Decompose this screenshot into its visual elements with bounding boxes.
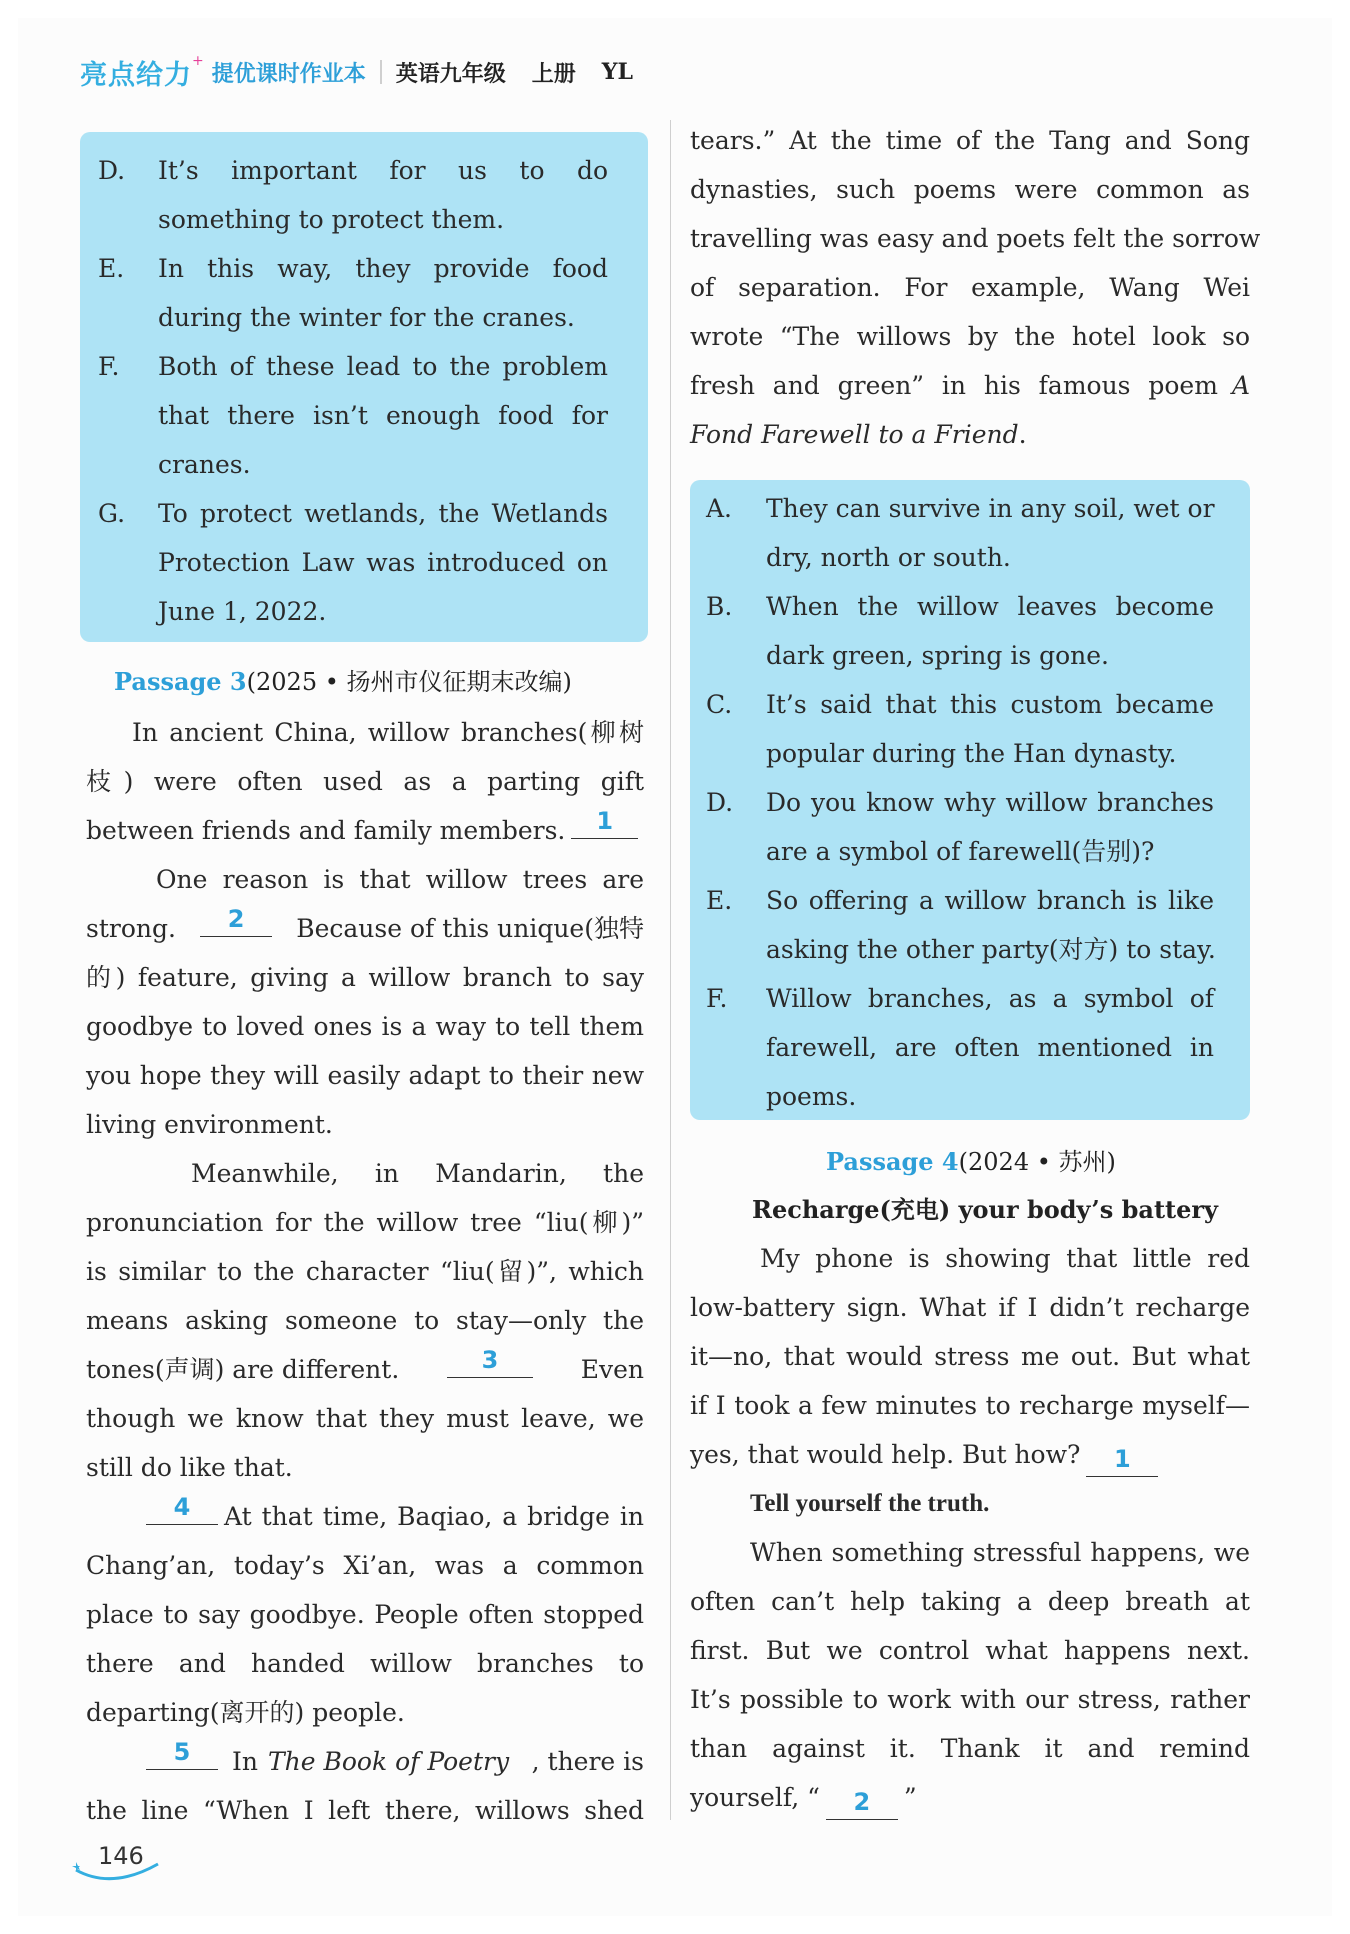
text-line: In [232,1747,258,1776]
text-line: , there is [531,1747,644,1776]
text-line: Even [580,1355,644,1384]
option-line: In this way, they provide food [158,254,608,283]
option-letter: G. [98,499,126,528]
text-line: the line “When I left there, willows shed [86,1796,644,1825]
text-line: of separation. For example, Wang Wei [690,273,1250,302]
option-letter: A. [706,494,733,523]
text-line: Meanwhile, in Mandarin, the [191,1159,644,1188]
option-line: Do you know why willow branches [766,788,1214,817]
text-line: between friends and family members. [86,816,566,845]
text-line: wrote “The willows by the hotel look so [690,322,1250,351]
text-line: than against it. Thank it and remind [690,1734,1250,1763]
option-item [706,876,1214,974]
text-line: still do like that. [86,1453,293,1482]
option-letter: B. [706,592,733,621]
option-item [98,489,608,636]
passage3-body-right [690,116,1261,459]
text-line: means asking someone to stay—only the [86,1306,644,1335]
option-line: are a symbol of farewell(告别)? [766,837,1155,866]
text-line: pronunciation for the willow tree “liu(柳)” [86,1208,644,1237]
option-line: It’s said that this custom became [766,690,1214,719]
option-line: It’s important for us to do [158,156,608,185]
text-line: It’s possible to work with our stress, rather [690,1685,1250,1714]
option-line: When the willow leaves become [766,592,1214,621]
option-line: farewell, are often mentioned in [766,1033,1214,1062]
passage3-body-left [86,708,644,1835]
text-line: My phone is showing that little red [760,1244,1250,1273]
page-header [80,52,633,92]
page-number: 146 [98,1842,144,1870]
text-line: 枝) were often used as a parting gift [86,767,644,796]
passage4-heading [826,1142,1116,1182]
option-line: To protect wetlands, the Wetlands [158,499,608,528]
option-letter: E. [706,886,733,915]
subject-label: 英语九年级 [395,61,506,87]
text-line: is similar to the character “liu(留)”, which [86,1257,644,1286]
passage3-title: Passage 3 [114,667,247,696]
text-line: . [1018,420,1027,449]
option-item [706,582,1214,680]
option-line: Willow branches, as a symbol of [766,984,1214,1013]
book-title: The Book of Poetry [267,1747,510,1776]
answer-blank-5[interactable]: 5 [146,1737,218,1770]
text-line: yourself, “ [690,1783,820,1812]
text-line: fresh and green” in his famous poem [690,371,1218,400]
text-line: first. But we control what happens next. [690,1636,1250,1665]
option-letter: C. [706,690,733,719]
option-letter: F. [98,352,120,381]
text-line: living environment. [86,1110,333,1139]
text-line: 的) feature, giving a willow branch to say [86,963,644,992]
text-line: departing(离开的) people. [86,1698,405,1727]
text-line: One reason is that willow trees are [156,865,644,894]
passage3-source: (2025 • 扬州市仪征期末改编) [246,668,572,696]
option-line: Protection Law was introduced on [158,548,608,577]
passage4-article-title: Recharge(充电) your body’s battery [752,1195,1218,1224]
answer-blank-p4-1[interactable]: 1 [1086,1444,1158,1477]
text-line: ” [903,1783,917,1812]
answer-blank-1[interactable]: 1 [571,806,638,839]
option-letter: E. [98,254,125,283]
text-line: When something stressful happens, we [750,1538,1250,1567]
text-line: goodbye to loved ones is a way to tell them [86,1012,644,1041]
text-line: place to say goodbye. People often stopped [86,1600,644,1629]
option-letter: D. [98,156,126,185]
text-line: tones(声调) are different. [86,1355,400,1384]
option-line: asking the other party(对方) to stay. [766,935,1216,964]
series-title: 提优课时作业本 [211,61,366,87]
edition-label: YL [601,59,633,85]
passage4-body [690,1234,1250,1822]
text-line: you hope they will easily adapt to their new [86,1061,644,1090]
text-line: though we know that they must leave, we [86,1404,644,1433]
option-item [706,484,1214,582]
option-line: June 1, 2022. [158,597,327,626]
option-letter: D. [706,788,734,817]
text-line: Because of this unique(独特 [296,914,644,943]
option-item [98,342,608,489]
text-line: there and handed willow branches to [86,1649,644,1678]
text-line: strong. [86,914,176,943]
option-item [706,778,1214,876]
text-line: often can’t help taking a deep breath at [690,1587,1250,1616]
text-line: low-battery sign. What if I didn’t recharge [690,1293,1250,1322]
text-line: In ancient China, willow branches(柳树 [132,718,644,747]
option-line: cranes. [158,450,251,479]
poem-title: Fond Farewell to a Friend [690,420,1019,449]
option-item [706,680,1214,778]
option-line: something to protect them. [158,205,505,234]
option-letter: F. [706,984,728,1013]
passage4-title: Passage 4 [826,1147,959,1176]
column-divider [670,120,671,1820]
option-line: dark green, spring is gone. [766,641,1109,670]
option-line: dry, north or south. [766,543,1011,572]
answer-blank-4[interactable]: 4 [146,1492,218,1525]
option-line: that there isn’t enough food for [158,401,608,430]
answer-blank-2[interactable]: 2 [200,904,272,937]
text-line: if I took a few minutes to recharge myself— [690,1391,1250,1420]
text-line: it—no, that would stress me out. But what [690,1342,1250,1371]
passage3-heading [114,662,572,702]
text-line: yes, that would help. But how? [690,1440,1081,1469]
text-line: travelling was easy and poets felt the sorrow [690,224,1261,253]
option-line: during the winter for the cranes. [158,303,575,332]
text-line: At that time, Baqiao, a bridge in [224,1502,644,1531]
text-line: dynasties, such poems were common as [690,175,1250,204]
answer-blank-3[interactable]: 3 [447,1345,533,1378]
option-line: popular during the Han dynasty. [766,739,1177,768]
option-line: poems. [766,1082,857,1111]
option-item [98,244,608,342]
answer-blank-p4-2[interactable]: 2 [826,1787,898,1820]
text-line: Chang’an, today’s Xi’an, was a common [86,1551,644,1580]
option-item [98,146,608,244]
text-line: tears.” At the time of the Tang and Song [690,126,1250,155]
option-item [706,974,1214,1121]
option-line: Both of these lead to the problem [158,352,608,381]
option-line: So offering a willow branch is like [766,886,1214,915]
volume-label: 上册 [531,61,576,87]
header-divider [380,60,382,84]
option-line: They can survive in any soil, wet or [766,494,1215,523]
poem-title-start: A [1231,371,1250,400]
subheading: Tell yourself the truth. [750,1490,990,1517]
brand-plus-mark: + [192,53,204,69]
passage4-source: (2024 • 苏州) [958,1148,1116,1176]
brand-logo: 亮点给力 [80,59,192,91]
